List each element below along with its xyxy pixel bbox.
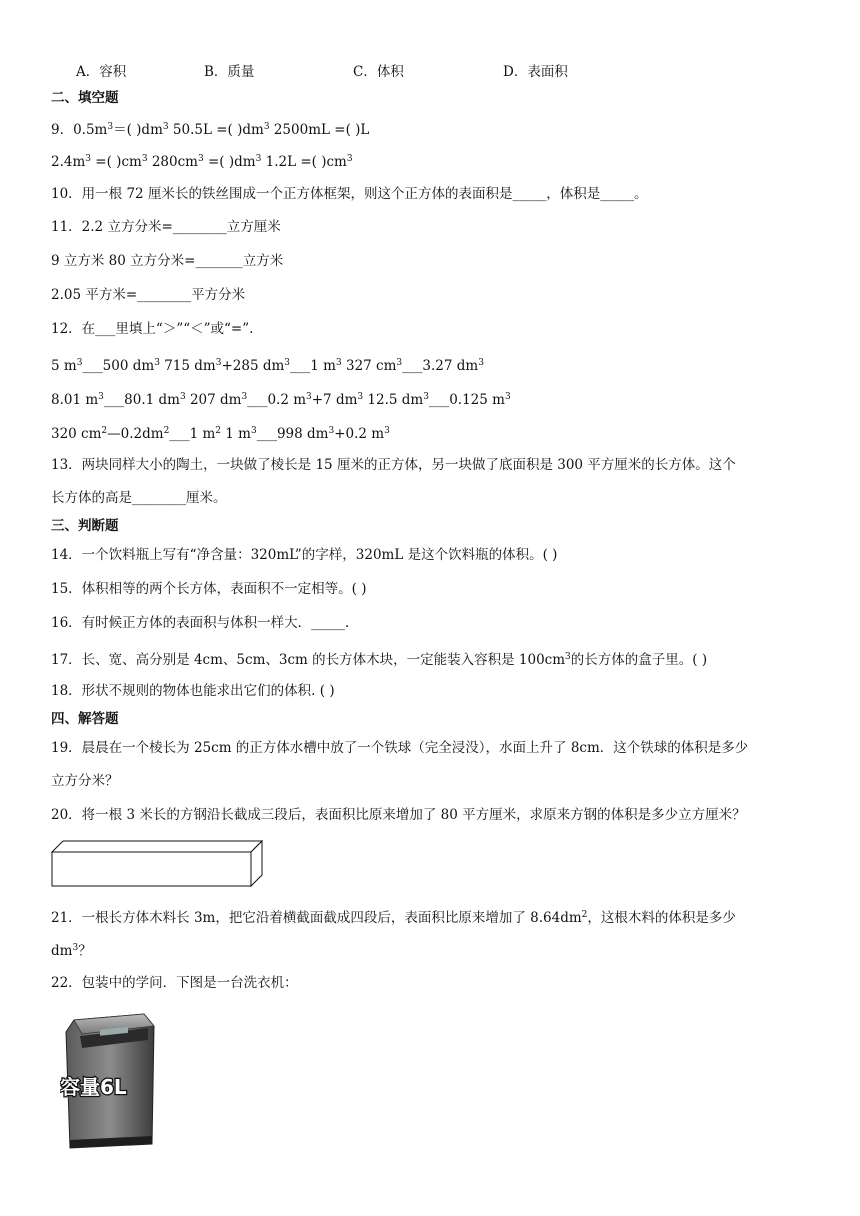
question-16: 16．有时候正方体的表面积与体积一样大．_____. <box>51 615 350 631</box>
question-22: 22．包装中的学问．下图是一台洗衣机： <box>51 975 298 991</box>
option-a: A．容积 <box>76 64 127 80</box>
question-14: 14．一个饮料瓶上写有“净含量：320mL”的字样，320mL 是这个饮料瓶的体积。( ) <box>51 547 558 563</box>
question-10: 10．用一根 72 厘米长的铁丝围成一个正方体框架，则这个正方体的表面积是_____，体积是_____。 <box>51 186 648 202</box>
question-15: 15．体积相等的两个长方体，表面积不一定相等。( ) <box>51 581 367 597</box>
question-12-row-2: 8.01 $m^3\_\_\_80.1$ $dm^3$ 207 $dm^3\_\_\_0.2$ $m^3+7$ $dm^3$ 12.5 $dm^3\_\_\_0.125$ $m^3$ <box>51 392 511 408</box>
question-13-line-1: 13．两块同样大小的陶土，一块做了棱长是 15 厘米的正方体，另一块做了底面积是 300 平方厘米的长方体。这个 <box>51 457 736 473</box>
question-13-line-2: 长方体的高是________厘米。 <box>51 490 227 506</box>
question-9-line-1: 9．$0.5m^3=$( )$dm^3$ 50.5L =( )$dm^3$ 2500mL =( )L <box>51 122 370 138</box>
question-18: 18．形状不规则的物体也能求出它们的体积. ( ) <box>51 683 335 699</box>
question-11-b: 9 立方米 80 立方分米=_______立方米 <box>51 253 284 269</box>
question-19-line-2: 立方分米？ <box>51 773 119 789</box>
option-b: B．质量 <box>204 64 255 80</box>
question-12-row-1: 5 $m^3\_\_\_500$ $dm^3$ 715 $dm^3+285$ $dm^3\_\_\_1$ $m^3$ 327 $cm^3\_\_\_3.27$ $dm^3$ <box>51 358 484 374</box>
question-21-line-1: 21．一根长方体木料长 3m，把它沿着横截面截成四段后，表面积比原来增加了 $8.64dm^2$，这根木料的体积是多少 <box>51 910 736 926</box>
option-c: C．体积 <box>353 64 404 80</box>
question-9-line-2: $2.4m^3$ =( )$cm^3$ $280cm^3$ =( )$dm^3$ 1.2L =( )$cm^3$ <box>51 154 353 170</box>
question-17: 17．长、宽、高分别是 4cm、5cm、3cm 的长方体木块，一定能装入容积是 $100cm^3$的长方体的盒子里。( ) <box>51 652 708 668</box>
section-heading-fill: 二、填空题 <box>51 90 119 106</box>
section-heading-judge: 三、判断题 <box>51 518 119 534</box>
capacity-label: 容量6L <box>60 1075 127 1099</box>
question-12-row-3: 320 $cm^2—0.2dm^2\_\_\_1$ $m^2$ 1 $m^3\_\_\_998$ $dm^3+0.2$ $m^3$ <box>51 426 390 442</box>
section-heading-solve: 四、解答题 <box>51 711 119 727</box>
question-12-title: 12．在___里填上“＞”“＜”或“=”. <box>51 321 254 337</box>
option-d: D．表面积 <box>503 64 568 80</box>
question-20: 20．将一根 3 米长的方钢沿长截成三段后，表面积比原来增加了 80 平方厘米，求原来方钢的体积是多少立方厘米？ <box>51 807 746 823</box>
question-21-line-2: $dm^3$？ <box>51 943 92 959</box>
question-11-a: 11．2.2 立方分米=________立方厘米 <box>51 219 281 235</box>
question-19-line-1: 19．晨晨在一个棱长为 25cm 的正方体水槽中放了一个铁球（完全浸没），水面上升了 8cm．这个铁球的体积是多少 <box>51 740 749 756</box>
cuboid-bar-figure <box>51 840 266 888</box>
washing-machine-image <box>60 1012 160 1152</box>
question-11-c: 2.05 平方米=________平方分米 <box>51 287 246 303</box>
